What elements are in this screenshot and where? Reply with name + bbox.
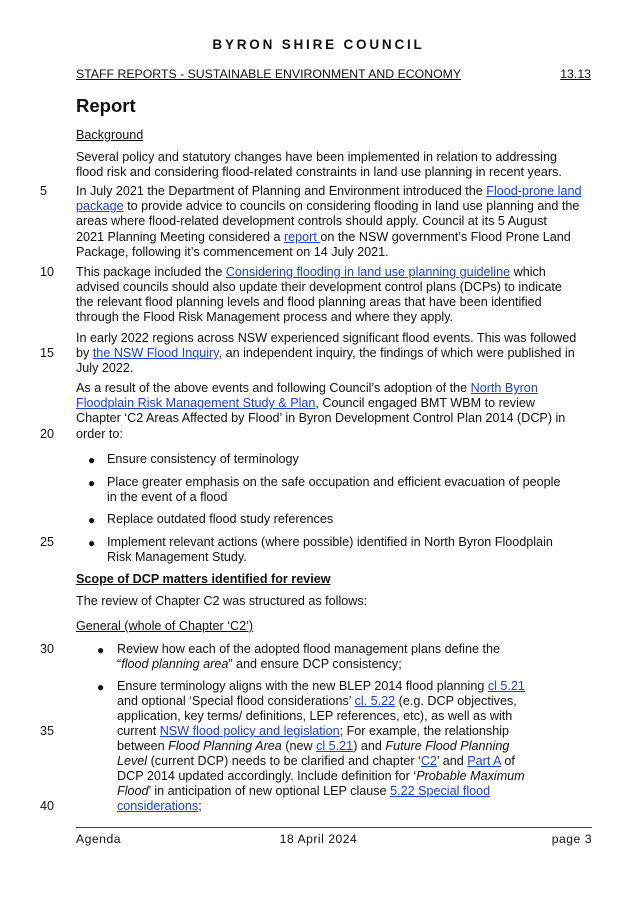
bullet-dot: ● <box>88 536 96 550</box>
bullet-item <box>117 679 525 694</box>
report-title: Report <box>76 95 136 116</box>
paragraph-line <box>76 184 581 199</box>
scope-heading: Scope of DCP matters identified for review <box>76 572 331 586</box>
bullet-item: Replace outdated flood study references <box>107 512 334 526</box>
paragraph-line: July 2022. <box>76 361 134 375</box>
bullet-item: Place greater emphasis on the safe occupation and efficient evacuation of people <box>107 475 561 489</box>
guideline-link[interactable]: Considering flooding in land use planning guideline <box>225 265 511 279</box>
line-number: 25 <box>40 535 55 549</box>
emphasis-text: Flood <box>117 784 149 798</box>
text: (e.g. DCP objectives, <box>395 694 517 708</box>
flood-prone-land-link[interactable]: package <box>76 199 124 213</box>
bullet-item <box>117 799 202 814</box>
paragraph-line: areas where flood-related development controls should apply. Council at its 5 August <box>76 214 547 228</box>
text: ” and ensure DCP consistency; <box>228 657 402 671</box>
paragraph-line <box>76 265 546 280</box>
text: In July 2021 the Department of Planning and Environment introduced the <box>76 184 487 198</box>
footer-date: 18 April 2024 <box>279 832 358 846</box>
text: ) and <box>353 739 386 753</box>
text: “ <box>117 657 122 671</box>
north-byron-plan-link[interactable]: North Byron <box>470 381 538 395</box>
text: ’ and <box>436 754 468 768</box>
text: As a result of the above events and following Council’s adoption of the <box>76 381 471 395</box>
emphasis-text: flood planning area <box>121 657 229 671</box>
council-name: BYRON SHIRE COUNCIL <box>212 37 425 52</box>
paragraph-line <box>76 381 538 396</box>
bullet-dot: ● <box>88 476 96 490</box>
paragraph-line: Package, following it’s commencement on 14 July 2021. <box>76 245 389 259</box>
cl-5-21-link[interactable]: cl 5.21 <box>487 679 525 693</box>
line-number: 10 <box>40 265 55 279</box>
bullet-item <box>117 694 517 709</box>
bullet-item: application, key terms/ definitions, LEP references, etc), as well as with <box>117 709 513 723</box>
paragraph-line: the relevant flood planning levels and flood planning areas that have been identified <box>76 295 542 309</box>
line-number: 20 <box>40 427 55 441</box>
footer-divider <box>76 827 592 828</box>
flood-prone-land-link[interactable]: Flood-prone land <box>486 184 582 198</box>
bullet-item: in the event of a flood <box>107 490 228 504</box>
bullet-item <box>117 724 509 739</box>
background-paragraph-1-line: Several policy and statutory changes have been implemented in relation to addressing <box>76 150 557 164</box>
paragraph-line <box>76 199 579 214</box>
text: This package included the <box>76 265 226 279</box>
footer-page-number: page 3 <box>551 832 592 846</box>
special-flood-considerations-link[interactable]: 5.22 Special flood <box>390 784 491 798</box>
bullet-item: Implement relevant actions (where possible) identified in North Byron Floodplain <box>107 535 553 549</box>
text: Ensure terminology aligns with the new BLEP 2014 flood planning <box>117 679 488 693</box>
bullet-item <box>117 769 525 784</box>
text: ’ in anticipation of new optional LEP clause <box>148 784 391 798</box>
line-number: 30 <box>40 642 55 656</box>
text: , Council engaged BMT WBM to review <box>315 396 535 410</box>
bullet-item: Risk Management Study. <box>107 550 247 564</box>
item-number: 13.13 <box>560 67 591 81</box>
paragraph-line <box>76 230 571 245</box>
bullet-item <box>117 784 490 799</box>
cl-5-21-link[interactable]: cl 5.21 <box>316 739 354 753</box>
paragraph-line: Chapter ‘C2 Areas Affected by Flood’ in Byron Development Control Plan 2014 (DCP) in <box>76 411 566 425</box>
bullet-dot: ● <box>88 453 96 467</box>
text: (current DCP) needs to be clarified and chapter ‘ <box>147 754 421 768</box>
text: (new <box>281 739 317 753</box>
line-number: 15 <box>40 346 55 360</box>
cl-5-22-link[interactable]: cl. 5.22 <box>354 694 396 708</box>
bullet-dot: ● <box>97 643 105 657</box>
text: ; For example, the relationship <box>339 724 510 738</box>
text: which <box>510 265 546 279</box>
flood-inquiry-link[interactable]: the NSW Flood Inquiry <box>92 346 219 360</box>
text: between <box>117 739 169 753</box>
c2-link[interactable]: C2 <box>420 754 437 768</box>
report-link[interactable]: report <box>283 230 321 244</box>
background-heading: Background <box>76 128 144 142</box>
text: DCP 2014 updated accordingly. Include definition for ‘ <box>117 769 417 783</box>
line-number: 40 <box>40 799 55 813</box>
line-number: 5 <box>40 184 48 198</box>
text: current <box>117 724 160 738</box>
text: and optional ‘Special flood considerations’ <box>117 694 355 708</box>
nsw-flood-policy-link[interactable]: NSW flood policy and legislation <box>159 724 340 738</box>
paragraph-line: In early 2022 regions across NSW experienced significant flood events. This was followed <box>76 331 577 345</box>
text: to provide advice to councils on considering flooding in land use planning and the <box>123 199 580 213</box>
footer-agenda: Agenda <box>76 832 122 846</box>
special-flood-considerations-link[interactable]: considerations <box>117 799 199 813</box>
paragraph-line <box>76 396 535 411</box>
bullet-item <box>117 657 402 672</box>
general-subheading: General (whole of Chapter ‘C2’) <box>76 619 254 633</box>
text: ; <box>198 799 202 813</box>
text: by <box>76 346 93 360</box>
background-paragraph-1-line: flood risk and considering flood-related constraints in land use planning in recent years. <box>76 165 562 179</box>
north-byron-plan-link[interactable]: Floodplain Risk Management Study & Plan <box>76 396 316 410</box>
bullet-dot: ● <box>88 513 96 527</box>
emphasis-text: Probable Maximum <box>416 769 525 783</box>
text: of <box>500 754 515 768</box>
bullet-item <box>117 754 515 769</box>
text: on the NSW government’s Flood Prone Land <box>320 230 571 244</box>
bullet-item <box>117 739 509 754</box>
emphasis-text: Future Flood Planning <box>385 739 510 753</box>
emphasis-text: Flood Planning Area <box>168 739 282 753</box>
paragraph-line: order to: <box>76 427 123 441</box>
bullet-dot: ● <box>97 680 105 694</box>
scope-intro: The review of Chapter C2 was structured as follows: <box>76 594 368 608</box>
bullet-item: Ensure consistency of terminology <box>107 452 299 466</box>
paragraph-line: through the Flood Risk Management process and where they apply. <box>76 310 454 324</box>
line-number: 35 <box>40 724 55 738</box>
text: 2021 Planning Meeting considered a <box>76 230 284 244</box>
paragraph-line: advised councils should also update their development control plans (DCPs) to indicate <box>76 280 562 294</box>
department-heading: STAFF REPORTS - SUSTAINABLE ENVIRONMENT AND ECONOMY <box>76 67 462 81</box>
bullet-item: Review how each of the adopted flood management plans define the <box>117 642 500 656</box>
part-a-link[interactable]: Part A <box>467 754 501 768</box>
paragraph-line <box>76 346 575 361</box>
text: , an independent inquiry, the findings of which were published in <box>218 346 575 360</box>
emphasis-text: Level <box>117 754 148 768</box>
